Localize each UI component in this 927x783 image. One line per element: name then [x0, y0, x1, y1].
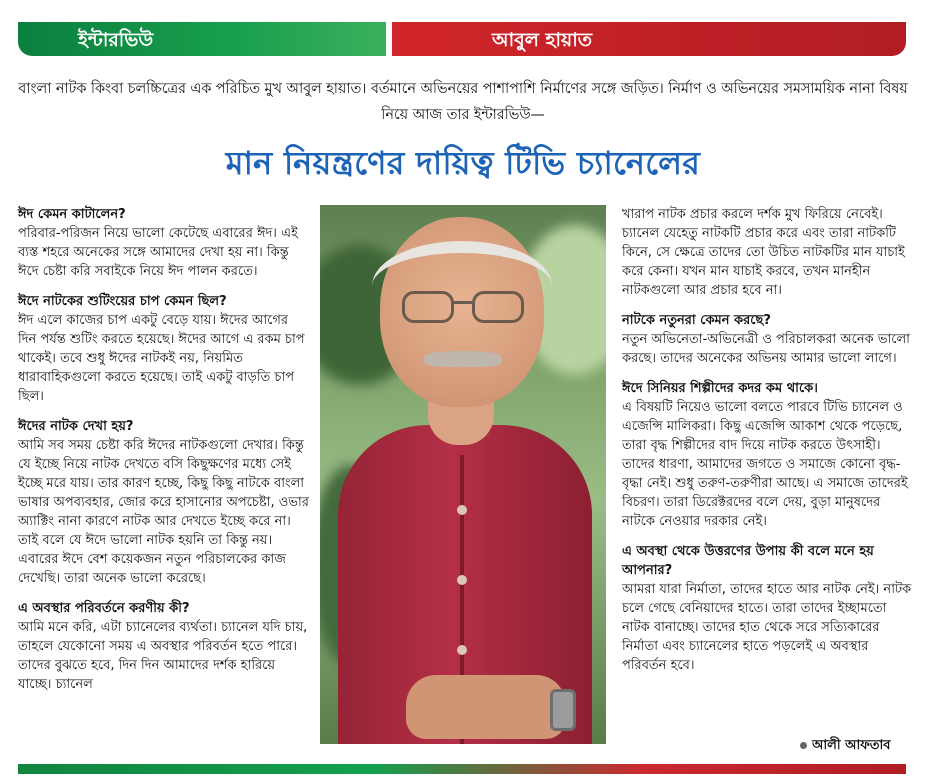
shirt-button — [457, 575, 467, 585]
qa-block — [18, 599, 310, 694]
bottom-rule — [18, 764, 906, 774]
qa-block — [622, 379, 914, 531]
mustache-shape — [424, 351, 502, 367]
left-column — [18, 205, 310, 705]
shirt-button — [457, 645, 467, 655]
question: এ অবস্থার পরিবর্তনে করণীয় কী? — [18, 601, 190, 616]
qa-block — [18, 417, 310, 588]
answer: আমরা যারা নির্মাতা, তাদের হাতে আর নাটক নেই। নাটক চলে গেছে বেনিয়াদের হাতে। তারা তাদের ইচ্ছামতো নাটক বানাচ্ছে। তাদের হাত থেকে সরে সত্যিকারের নির্মাতা এবং চ্যানেলের হাতে পড়লেই এ অবস্থার পরিবর্তন হবে। — [622, 582, 912, 673]
headline: মান নিয়ন্ত্রণের দায়িত্ব টিভি চ্যানেলের — [225, 144, 701, 182]
answer: আমি মনে করি, এটা চ্যানেলের ব্যর্থতা। চ্যানেল যদি চায়, তাহলে যেকোনো সময় এ অবস্থার পরিবর্তন হতে পারে। তাদের বুঝতে হবে, দিন দিন আমাদের দর্শক হারিয়ে যাচ্ছে। চ্যানেল — [18, 620, 308, 692]
bullet-icon — [800, 742, 807, 749]
watch-icon — [550, 689, 576, 731]
qa-block — [18, 205, 310, 281]
section-banner — [18, 22, 386, 56]
qa-block — [622, 205, 914, 300]
section-label: ইন্টারভিউ — [78, 29, 154, 51]
name-banner — [392, 22, 906, 56]
answer: এ বিষয়টি নিয়েও ভালো বলতে পারবে টিভি চ্যানেল ও এজেন্সি মালিকরা। কিছু এজেন্সি আকাশ থেকে পড়েছে, তারা বৃদ্ধ শিল্পীদের বাদ দিয়ে নাটক করতে উৎসাহী। তাদের ধারণা, আমাদের জগতে ও সমাজে কোনো বৃদ্ধ-বৃদ্ধা নেই। শুধু তরুণ-তরুণীরা আছে। এ সমাজে তাদেরই বিচরণ। তারা ডিরেক্টরদের বলে দেয়, বুড়া মানুষদের নাটকে নেওয়ার দরকার নেই। — [622, 400, 908, 529]
answer: পরিবার-পরিজন নিয়ে ভালো কেটেছে এবারের ঈদ। এই ব্যস্ত শহরে অনেকের সঙ্গে আমাদের দেখা হয় না। কিন্তু ঈদে চেষ্টা করি সবাইকে নিয়ে ঈদ পালন করতে। — [18, 226, 298, 279]
answer: আমি সব সময় চেষ্টা করি ঈদের নাটকগুলো দেখার। কিন্তু যে ইচ্ছে নিয়ে নাটক দেখতে বসি কিছুক্ষণের মধ্যে সেই ইচ্ছে মরে যায়। তার কারণ হচ্ছে, কিছু কিছু নাটকে বাংলা ভাষার অপব্যবহার, জোর করে হাসানোর অপচেষ্টা, ওভার অ্যাক্টিং নানা কারণে নাটক আর দেখতে ইচ্ছে করে না। তাই বলে যে ঈদে ভালো নাটক হয়নি তা কিন্তু নয়। এবারের ঈদে বেশ কয়েকজন নতুন পরিচালকের কাজ দেখেছি। তারা অনেক ভালো করেছে। — [18, 438, 309, 586]
qa-block — [622, 311, 914, 368]
answer: ঈদ এলে কাজের চাপ একটু বেড়ে যায়। ঈদের আগের দিন পর্যন্ত শুটিং করতে হয়েছে। ঈদের আগে এ রকম চাপ থাকেই। তবে শুধু ঈদের নাটকই নয়, নিয়মিত ধারাবাহিকগুলো করতে হয়েছে। তাই একটু বাড়তি চাপ ছিল। — [18, 313, 305, 404]
question: ঈদ কেমন কাটালেন? — [18, 207, 126, 222]
hands-shape — [406, 675, 566, 739]
qa-block — [18, 292, 310, 406]
portrait-photo — [320, 205, 606, 744]
glasses-icon — [402, 291, 526, 325]
answer: খারাপ নাটক প্রচার করলে দর্শক মুখ ফিরিয়ে নেবেই। চ্যানেল যেহেতু নাটকটি প্রচার করে এবং তারা নাটকটি কিনে, সে ক্ষেত্রে তাদের তো উচিত নাটকটির মান যাচাই করে কেনা। যখন মান যাচাই করবে, তখন মানহীন নাটকগুলো আর প্রচার হবে না। — [622, 207, 905, 298]
question: ঈদে সিনিয়র শিল্পীদের কদর কম থাকে। — [622, 381, 818, 396]
question: ঈদে নাটকের শুটিংয়ের চাপ কেমন ছিল? — [18, 294, 227, 309]
answer: নতুন অভিনেতা-অভিনেত্রী ও পরিচালকরা অনেক ভালো করছে। তাদের অনেকের অভিনয় আমার ভালো লাগে। — [622, 332, 910, 366]
question: ঈদের নাটক দেখা হয়? — [18, 419, 134, 434]
byline-name: আলী আফতাব — [812, 738, 891, 753]
question: নাটকে নতুনরা কেমন করছে? — [622, 313, 771, 328]
right-column — [622, 205, 914, 686]
byline — [800, 736, 891, 757]
person-name: আবুল হায়াত — [492, 29, 592, 51]
question: এ অবস্থা থেকে উত্তরণের উপায় কী বলে মনে হয় আপনার? — [622, 544, 874, 578]
qa-block — [622, 542, 914, 675]
shirt-button — [457, 505, 467, 515]
intro-paragraph: বাংলা নাটক কিংবা চলচ্চিত্রের এক পরিচিত মুখ আবুল হায়াত। বর্তমানে অভিনয়ের পাশাপাশি নির্মাণের সঙ্গে জড়িত। নির্মাণ ও অভিনয়ের সমসাময়িক নানা বিষয় নিয়ে আজ তার ইন্টারভিউ— — [18, 81, 908, 123]
